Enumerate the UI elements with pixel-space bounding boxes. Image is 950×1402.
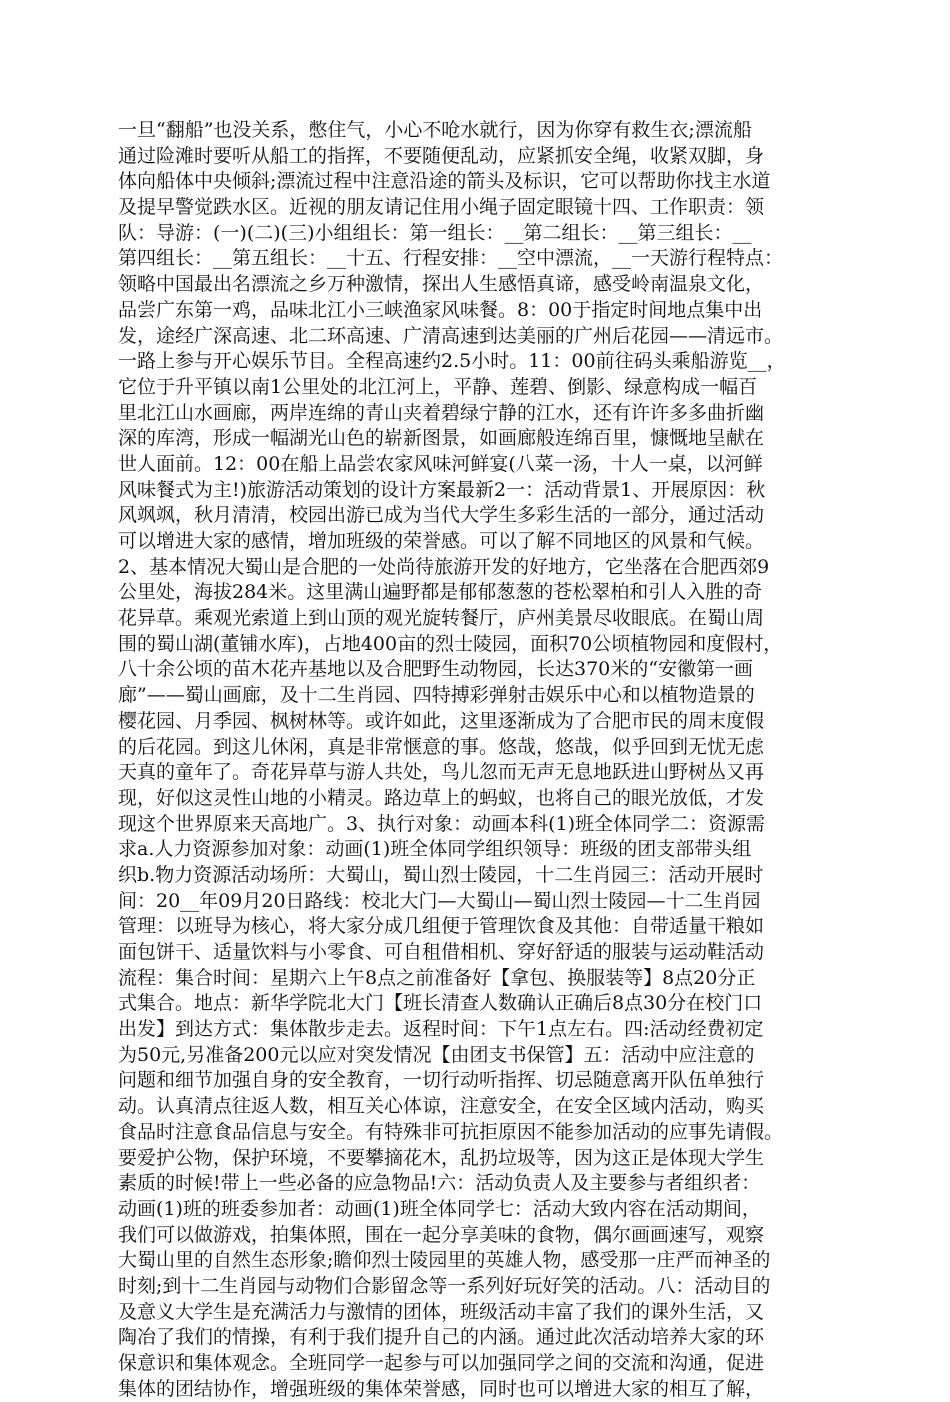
text-line: 第四组长：__第五组长：__十五、行程安排：__空中漂流，__一天游行程特点：	[118, 247, 784, 270]
text-line: 一旦“翻船”也没关系，憋住气，小心不呛水就行，因为你穿有救生衣;漂流船	[118, 119, 752, 141]
text-line: 可以增进大家的感情，增加班级的荣誉感。可以了解不同地区的风景和气候。	[118, 530, 765, 552]
text-line: 花异草。乘观光索道上到山顶的观光旋转餐厅，庐州美景尽收眼底。在蜀山周	[118, 607, 765, 630]
text-line: 集体的团结协作，增强班级的集体荣誉感，同时也可以增进大家的相互了解，	[118, 1377, 765, 1400]
text-line: 里北江山水画廊，两岸连绵的青山夹着碧绿宁静的江水，还有许许多多曲折幽	[118, 401, 765, 424]
text-line: 保意识和集体观念。全班同学一起参与可以加强同学之间的交流和沟通，促进	[118, 1352, 765, 1374]
text-line: 现，好似这灵性山地的小精灵。路边草上的蚂蚁，也将自己的眼光放低，才发	[118, 786, 765, 809]
text-line: 队：导游：(一)(二)(三)小组组长：第一组长：__第二组长：__第三组长：__	[118, 221, 752, 244]
text-line: 品尝广东第一鸡，品味北江小三峡渔家风味餐。8：00于指定时间地点集中出	[118, 298, 763, 321]
text-line: 出发】到达方式：集体散步走去。返程时间：下午1点左右。四:活动经费初定	[118, 1018, 764, 1041]
text-line: 它位于升平镇以南1公里处的北江河上，平静、莲碧、倒影、绿意构成一幅百	[118, 375, 758, 398]
text-line: 食品时注意食品信息与安全。有特殊非可抗拒原因不能参加活动的应事先请假。	[118, 1120, 784, 1143]
text-line: 面包饼干、适量饮料与小零食、可自租借相机、穿好舒适的服装与运动鞋活动	[118, 941, 765, 963]
text-line: 要爱护公物，保护环境，不要攀摘花木，乱扔垃圾等，因为这正是体现大学生	[118, 1146, 765, 1169]
text-line: 陶冶了我们的情操，有利于我们提升自己的内涵。通过此次活动培养大家的环	[118, 1326, 765, 1349]
text-line: 间：20__年09月20日路线：校北大门—大蜀山—蜀山烈士陵园—十二生肖园	[118, 889, 761, 912]
body-text	[118, 118, 808, 1402]
text-line: 风味餐式为主!)旅游活动策划的设计方案最新2一：活动背景1、开展原因：秋	[118, 478, 766, 501]
text-line: 素质的时候!带上一些必备的应急物品!六：活动负责人及主要参与者组织者：	[118, 1172, 761, 1195]
text-line: 流程：集合时间：星期六上午8点之前准备好【拿包、换服装等】8点20分正	[118, 966, 756, 989]
text-line: 织b.物力资源活动场所：大蜀山，蜀山烈士陵园，十二生肖园三：活动开展时	[118, 863, 764, 886]
text-line: 动画(1)班的班委参加者：动画(1)班全体同学七：活动大致内容在活动期间，	[118, 1197, 761, 1220]
text-line: 动。认真清点往返人数，相互关心体谅，注意安全，在安全区域内活动，购买	[118, 1095, 765, 1118]
text-line: 的后花园。到这儿休闲，真是非常惬意的事。悠哉，悠哉，似乎回到无忧无虑	[118, 735, 765, 758]
text-line: 问题和细节加强自身的安全教育，一切行动听指挥、切忌随意离开队伍单独行	[118, 1069, 765, 1092]
text-line: 我们可以做游戏，拍集体照，围在一起分享美味的食物，偶尔画画速写，观察	[118, 1223, 765, 1246]
text-line: 大蜀山里的自然生态形象;瞻仰烈士陵园里的英雄人物，感受那一庄严而神圣的	[118, 1249, 771, 1272]
text-line: 领略中国最出名漂流之乡万种激情，探出人生感悟真谛，感受岭南温泉文化，	[118, 273, 765, 296]
text-line: 现这个世界原来天高地广。3、执行对象：动画本科(1)班全体同学二：资源需	[118, 812, 766, 835]
text-line: 及意义大学生是充满活力与激情的团体，班级活动丰富了我们的课外生活，又	[118, 1300, 765, 1323]
text-line: 一路上参与开心娱乐节目。全程高速约2.5小时。11：00前往码头乘船游览__，	[118, 350, 786, 373]
text-line: 天真的童年了。奇花异草与游人共处，鸟儿忽而无声无息地跃进山野树丛又再	[118, 761, 765, 784]
text-line: 樱花园、月季园、枫树林等。或许如此，这里逐渐成为了合肥市民的周末度假	[118, 709, 765, 732]
text-line: 求a.人力资源参加对象：动画(1)班全体同学组织领导：班级的团支部带头组	[118, 838, 752, 861]
text-line: 通过险滩时要听从船工的指挥，不要随便乱动，应紧抓安全绳，收紧双脚，身	[118, 144, 765, 167]
text-line: 体向船体中央倾斜;漂流过程中注意沿途的箭头及标识，它可以帮助你找主水道	[118, 170, 771, 193]
text-line: 及提早警觉跌水区。近视的朋友请记住用小绳子固定眼镜十四、工作职责：领	[118, 196, 765, 219]
text-line: 管理：以班导为核心，将大家分成几组便于管理饮食及其他：自带适量干粮如	[118, 915, 765, 938]
text-line: 世人面前。12：00在船上品尝农家风味河鲜宴(八菜一汤，十人一桌，以河鲜	[118, 452, 763, 475]
text-line: 八十余公顷的苗木花卉基地以及合肥野生动物园，长达370米的“安徽第一画	[118, 658, 753, 681]
text-line: 围的蜀山湖(董铺水库)，占地400亩的烈士陵园，面积70公顷植物园和度假村，	[118, 632, 783, 655]
text-line: 公里处，海拔284米。这里满山遍野都是郁郁葱葱的苍松翠柏和引人入胜的奇	[118, 581, 763, 604]
text-line: 深的库湾，形成一幅湖光山色的崭新图景，如画廊般连绵百里，慷慨地呈献在	[118, 427, 765, 450]
text-line: 发，途经广深高速、北二环高速、广清高速到达美丽的广州后花园——清远市。	[118, 324, 784, 347]
text-line: 式集合。地点：新华学院北大门【班长清查人数确认正确后8点30分在校门口	[118, 992, 763, 1015]
text-line: 为50元,另准备200元以应对突发情况【由团支书保管】五：活动中应注意的	[118, 1043, 755, 1066]
text-line: 时刻;到十二生肖园与动物们合影留念等一系列好玩好笑的活动。八：活动目的	[118, 1274, 771, 1297]
text-line: 2、基本情况大蜀山是合肥的一处尚待旅游开发的好地方，它坐落在合肥西郊9	[118, 555, 770, 578]
text-line: 廊”——蜀山画廊，及十二生肖园、四特搏彩弹射击娱乐中心和以植物造景的	[118, 684, 755, 707]
text-line: 风飒飒，秋月清清，校园出游已成为当代大学生多彩生活的一部分，通过活动	[118, 504, 765, 527]
